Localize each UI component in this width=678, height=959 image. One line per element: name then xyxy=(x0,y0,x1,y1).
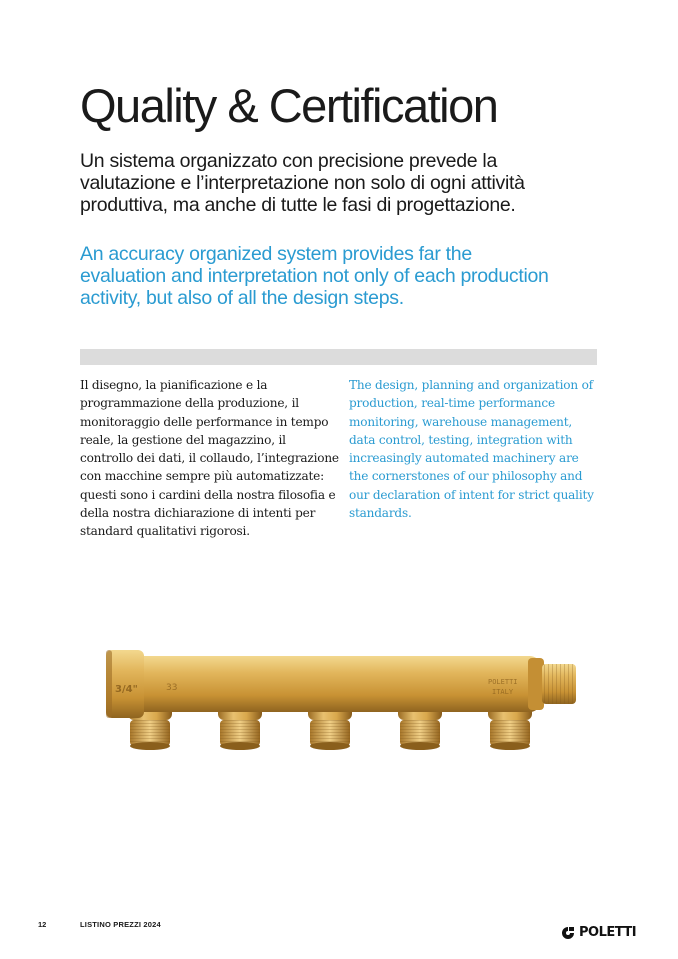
brass-manifold-image xyxy=(100,636,580,756)
body-english: The design, planning and organization of production, real-time performance monitoring, warehouse management, data control, testing, integration with increasingly automated machinery are the cornerstones of our philosophy and our declaration of intent for strict quality standards. xyxy=(349,378,594,521)
price-list-label: LISTINO PREZZI 2024 xyxy=(80,920,161,929)
engraving-code: 33 xyxy=(166,683,178,693)
intro-italian: Un sistema organizzato con precisione prevede la valutazione e l’interpretazione non solo di ogni attività produttiva, ma anche di tutte le fasi di progettazione. xyxy=(80,150,525,216)
body-italian: Il disegno, la pianificazione e la programmazione della produzione, il monitoraggio delle performance in tempo reale, la gestione del magazzino, il controllo dei dati, il collaudo, l’integrazione con macchine sempre più automatizzate: questi sono i cardini della nostra filosofia e della nostra dichiarazione di intenti per standard qualitativi rigorosi. xyxy=(80,378,339,539)
intro-english: An accuracy organized system provides far the evaluation and interpretation not only of each production activity, but also of all the design steps. xyxy=(80,243,549,309)
logo-icon xyxy=(560,925,576,941)
manifold-body xyxy=(130,656,540,712)
engraving-size: 3/4" xyxy=(115,684,138,695)
engraving-origin: ITALY xyxy=(492,688,514,696)
engraving-brand: POLETTI xyxy=(488,678,518,686)
page-title: Quality & Certification xyxy=(80,79,498,132)
page-number: 12 xyxy=(38,920,47,929)
brand-logo xyxy=(560,924,636,942)
logo-text: POLETTI xyxy=(579,925,637,940)
section-divider xyxy=(80,349,597,365)
